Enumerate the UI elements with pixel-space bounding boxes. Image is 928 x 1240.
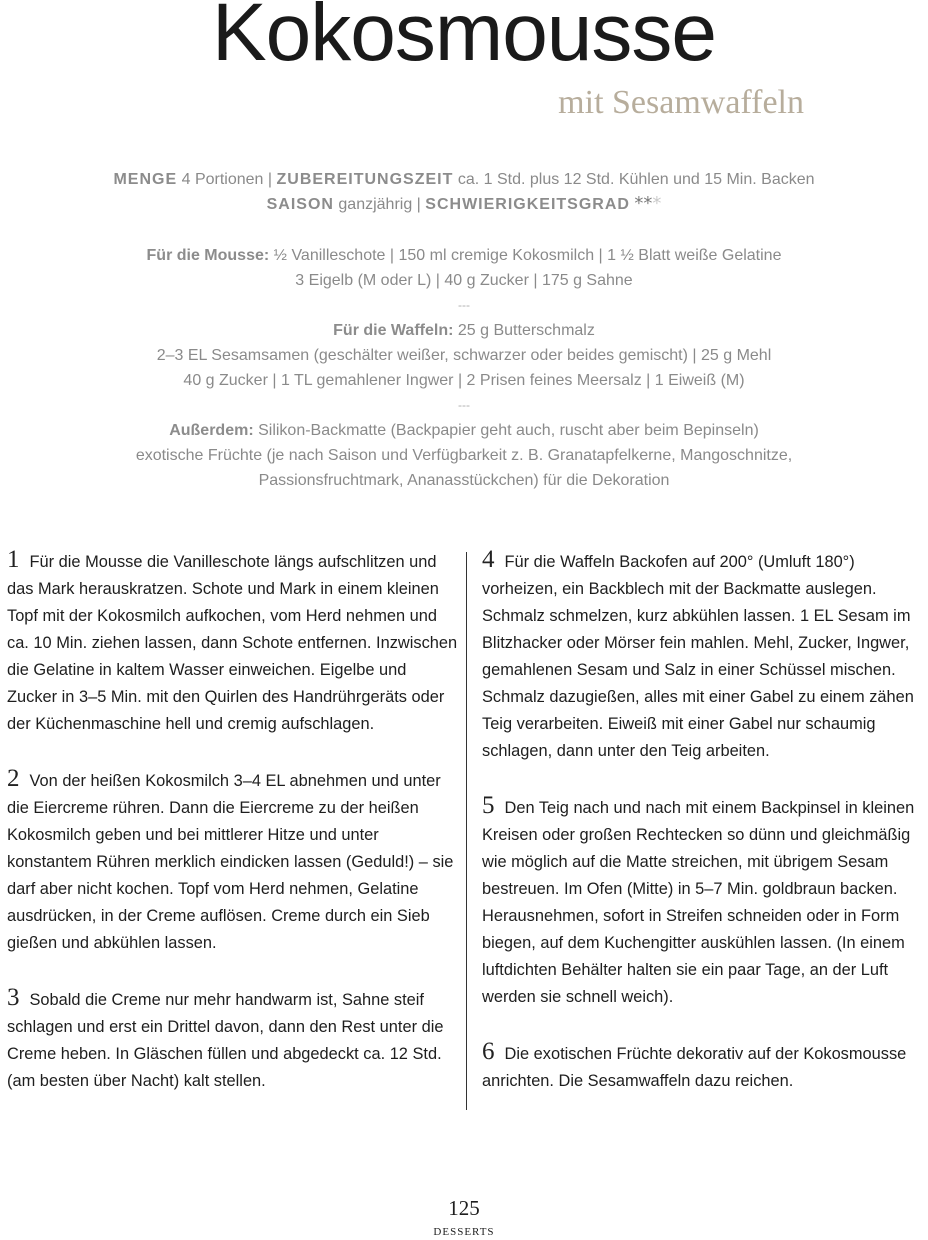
step (7, 984, 459, 1095)
step (7, 546, 459, 738)
mousse-ingredients-line-1 (0, 243, 928, 268)
difficulty-stars-empty: * (652, 193, 662, 214)
saison-label: SAISON (266, 196, 334, 213)
step-text: Sobald die Creme nur mehr handwarm ist, Sahne steif schlagen und erst ein Drittel davon, dann den Rest unter die Creme heben. In Gläschen füllen und abgedeckt ca. 12 Std. (am besten über Nacht) kalt stellen. (7, 991, 444, 1090)
schwierigkeit-label: SCHWIERIGKEITSGRAD (425, 196, 630, 213)
waffeln-ingredients-line-3: 40 g Zucker | 1 TL gemahlener Ingwer | 2 Prisen feines Meersalz | 1 Eiweiß (M) (183, 372, 745, 389)
waffeln-ingredients-text: 25 g Butterschmalz (457, 322, 595, 339)
step (482, 1038, 928, 1095)
mousse-ingredients-line-2: 3 Eigelb (M oder L) | 40 g Zucker | 175 g Sahne (295, 272, 633, 289)
ausserdem-line-2: exotische Früchte (je nach Saison und Verfügbarkeit z. B. Granatapfelkerne, Mangoschnitze, (135, 447, 793, 464)
page-number: 125 (448, 1196, 480, 1220)
meta-separator: | (267, 171, 273, 188)
ingredients-separator: --- (458, 298, 470, 312)
step-number: 1 (7, 546, 20, 573)
recipe-meta (0, 168, 928, 217)
step-number: 2 (7, 765, 20, 792)
difficulty-stars-filled: ** (634, 193, 653, 214)
steps-column-left (7, 546, 459, 1122)
step (7, 765, 459, 957)
step-number: 6 (482, 1038, 495, 1065)
ausserdem-text: Silikon-Backmatte (Backpapier geht auch, ruscht aber beim Bepinseln) (258, 422, 759, 439)
step-number: 5 (482, 792, 495, 819)
waffeln-ingredients-line-1 (0, 318, 928, 343)
ingredients-block (0, 243, 928, 493)
recipe-title: Kokosmousse (211, 0, 717, 78)
recipe-subtitle: mit Sesamwaffeln (558, 84, 804, 121)
step-number: 4 (482, 546, 495, 573)
menge-value: 4 Portionen (181, 171, 264, 188)
section-label: DESSERTS (433, 1226, 495, 1238)
ausserdem-label: Außerdem: (169, 422, 254, 439)
meta-line-2 (0, 192, 928, 217)
step-text: Für die Mousse die Vanilleschote längs aufschlitzen und das Mark herauskratzen. Schote und Mark in einem kleinen Topf mit der Kokosmilch aufkochen, vom Herd nehmen und ca. 10 Min. ziehen lassen, dann Schote entfernen. Inzwischen die Gelatine in kaltem Wasser einweichen. Eigelbe und Zucker in 3–5 Min. mit den Quirlen des Handrührgeräts oder der Küchenmaschine hell und cremig aufschlagen. (7, 553, 458, 733)
zeit-value: ca. 1 Std. plus 12 Std. Kühlen und 15 Min. Backen (457, 171, 815, 188)
ausserdem-line-3: Passionsfruchtmark, Ananasstückchen) für die Dekoration (258, 472, 670, 489)
difficulty-rating (634, 193, 661, 214)
waffeln-ingredients-line-2: 2–3 EL Sesamsamen (geschälter weißer, schwarzer oder beides gemischt) | 25 g Mehl (156, 347, 772, 364)
step-text: Die exotischen Früchte dekorativ auf der Kokosmousse anrichten. Die Sesamwaffeln dazu reichen. (482, 1045, 907, 1090)
step-number: 3 (7, 984, 20, 1011)
menge-label: MENGE (113, 171, 178, 188)
mousse-label: Für die Mousse: (146, 247, 270, 264)
waffeln-label: Für die Waffeln: (333, 322, 454, 339)
meta-line-1 (0, 168, 928, 192)
column-divider (466, 552, 467, 1110)
step (482, 792, 928, 1011)
mousse-ingredients-text: ½ Vanilleschote | 150 ml cremige Kokosmilch | 1 ½ Blatt weiße Gelatine (273, 247, 782, 264)
zeit-label: ZUBEREITUNGSZEIT (276, 171, 454, 188)
meta-separator: | (416, 196, 421, 213)
step-text: Für die Waffeln Backofen auf 200° (Umluft 180°) vorheizen, ein Backblech mit der Backmatte auslegen. Schmalz schmelzen, kurz abkühlen lassen. 1 EL Sesam im Blitzhacker oder Mörser fein mahlen. Mehl, Zucker, Ingwer, gemahlenen Sesam und Salz in einer Schüssel mischen. Schmalz dazugießen, alles mit einer Gabel zu einem zähen Teig verarbeiten. Eiweiß mit einer Gabel nur schaumig schlagen, dann unter den Teig arbeiten. (482, 553, 914, 760)
step-text: Von der heißen Kokosmilch 3–4 EL abnehmen und unter die Eiercreme rühren. Dann die Eiercreme zu der heißen Kokosmilch geben und bei mittlerer Hitze und unter konstantem Rühren merklich eindicken lassen (Geduld!) – sie darf aber nicht kochen. Topf vom Herd nehmen, Gelatine ausdrücken, in der Creme auflösen. Creme durch ein Sieb gießen und abkühlen lassen. (7, 772, 454, 952)
saison-value: ganzjährig (338, 196, 413, 213)
ausserdem-line-1 (0, 418, 928, 443)
ingredients-separator: --- (458, 398, 470, 412)
step (482, 546, 928, 765)
step-text: Den Teig nach und nach mit einem Backpinsel in kleinen Kreisen oder großen Rechtecken so dünn und gleichmäßig wie möglich auf die Matte streichen, mit übrigem Sesam bestreuen. Im Ofen (Mitte) in 5–7 Min. goldbraun backen. Herausnehmen, sofort in Streifen schneiden oder in Form biegen, auf dem Kuchengitter auskühlen lassen. (In einem luftdichten Behälter halten sie ein paar Tage, an der Luft werden sie schnell weich). (482, 799, 915, 1006)
steps-column-right (482, 546, 928, 1122)
